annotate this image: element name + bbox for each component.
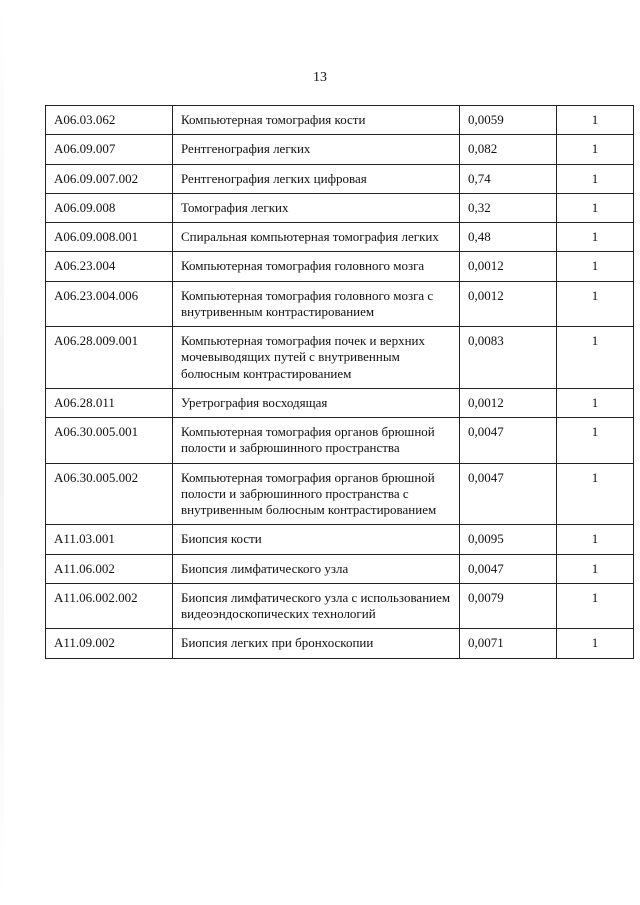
frequency-coefficient-cell: 0,0059 (460, 106, 557, 135)
service-name-cell: Биопсия кости (173, 525, 460, 554)
service-code-cell: A06.28.011 (46, 388, 173, 417)
service-code-cell: A06.09.008.001 (46, 223, 173, 252)
multiplicity-cell: 1 (557, 281, 634, 327)
frequency-coefficient-cell: 0,082 (460, 135, 557, 164)
table-row (46, 388, 634, 417)
service-name-cell: Компьютерная томография головного мозга (173, 252, 460, 281)
service-code-cell: A06.09.008 (46, 193, 173, 222)
service-name-cell: Уретрография восходящая (173, 388, 460, 417)
service-code-cell: A11.09.002 (46, 629, 173, 658)
multiplicity-cell: 1 (557, 327, 634, 389)
table-row (46, 629, 634, 658)
scan-edge (0, 0, 4, 905)
frequency-coefficient-cell: 0,0047 (460, 418, 557, 464)
frequency-coefficient-cell: 0,0079 (460, 583, 557, 629)
frequency-coefficient-cell: 0,74 (460, 164, 557, 193)
frequency-coefficient-cell: 0,48 (460, 223, 557, 252)
table-row (46, 327, 634, 389)
service-code-cell: A06.30.005.002 (46, 463, 173, 525)
table-row (46, 463, 634, 525)
frequency-coefficient-cell: 0,0012 (460, 281, 557, 327)
table-row (46, 418, 634, 464)
service-code-cell: A06.30.005.001 (46, 418, 173, 464)
multiplicity-cell: 1 (557, 463, 634, 525)
service-code-cell: A11.06.002 (46, 554, 173, 583)
service-code-cell: A06.23.004 (46, 252, 173, 281)
frequency-coefficient-cell: 0,0095 (460, 525, 557, 554)
service-name-cell: Рентгенография легких цифровая (173, 164, 460, 193)
multiplicity-cell: 1 (557, 629, 634, 658)
table-row (46, 252, 634, 281)
multiplicity-cell: 1 (557, 193, 634, 222)
table-row (46, 281, 634, 327)
frequency-coefficient-cell: 0,0047 (460, 554, 557, 583)
multiplicity-cell: 1 (557, 388, 634, 417)
table-row (46, 193, 634, 222)
frequency-coefficient-cell: 0,0071 (460, 629, 557, 658)
service-name-cell: Компьютерная томография головного мозга с внутривенным контрастированием (173, 281, 460, 327)
multiplicity-cell: 1 (557, 583, 634, 629)
service-code-cell: A11.06.002.002 (46, 583, 173, 629)
table-body (46, 106, 634, 659)
table-row (46, 583, 634, 629)
table-row (46, 135, 634, 164)
frequency-coefficient-cell: 0,0012 (460, 388, 557, 417)
service-name-cell: Компьютерная томография органов брюшной полости и забрюшинного пространства с внутривенным болюсным контрастированием (173, 463, 460, 525)
table-row (46, 525, 634, 554)
table-row (46, 164, 634, 193)
multiplicity-cell: 1 (557, 164, 634, 193)
service-name-cell: Биопсия лимфатического узла с использованием видеоэндоскопических технологий (173, 583, 460, 629)
multiplicity-cell: 1 (557, 106, 634, 135)
service-code-cell: A06.09.007.002 (46, 164, 173, 193)
service-name-cell: Биопсия лимфатического узла (173, 554, 460, 583)
service-code-cell: A06.28.009.001 (46, 327, 173, 389)
service-name-cell: Компьютерная томография кости (173, 106, 460, 135)
service-name-cell: Компьютерная томография почек и верхних мочевыводящих путей с внутривенным болюсным контрастированием (173, 327, 460, 389)
frequency-coefficient-cell: 0,0012 (460, 252, 557, 281)
multiplicity-cell: 1 (557, 525, 634, 554)
service-code-cell: A06.23.004.006 (46, 281, 173, 327)
frequency-coefficient-cell: 0,0083 (460, 327, 557, 389)
table-row (46, 554, 634, 583)
service-name-cell: Рентгенография легких (173, 135, 460, 164)
service-code-cell: A06.09.007 (46, 135, 173, 164)
service-name-cell: Компьютерная томография органов брюшной полости и забрюшинного пространства (173, 418, 460, 464)
table-row (46, 223, 634, 252)
service-code-cell: A06.03.062 (46, 106, 173, 135)
page-number: 13 (313, 70, 327, 85)
services-table (45, 105, 634, 659)
multiplicity-cell: 1 (557, 223, 634, 252)
table-row (46, 106, 634, 135)
multiplicity-cell: 1 (557, 135, 634, 164)
service-name-cell: Биопсия легких при бронхоскопии (173, 629, 460, 658)
service-name-cell: Спиральная компьютерная томография легких (173, 223, 460, 252)
service-code-cell: A11.03.001 (46, 525, 173, 554)
service-name-cell: Томография легких (173, 193, 460, 222)
frequency-coefficient-cell: 0,0047 (460, 463, 557, 525)
multiplicity-cell: 1 (557, 252, 634, 281)
frequency-coefficient-cell: 0,32 (460, 193, 557, 222)
multiplicity-cell: 1 (557, 554, 634, 583)
multiplicity-cell: 1 (557, 418, 634, 464)
